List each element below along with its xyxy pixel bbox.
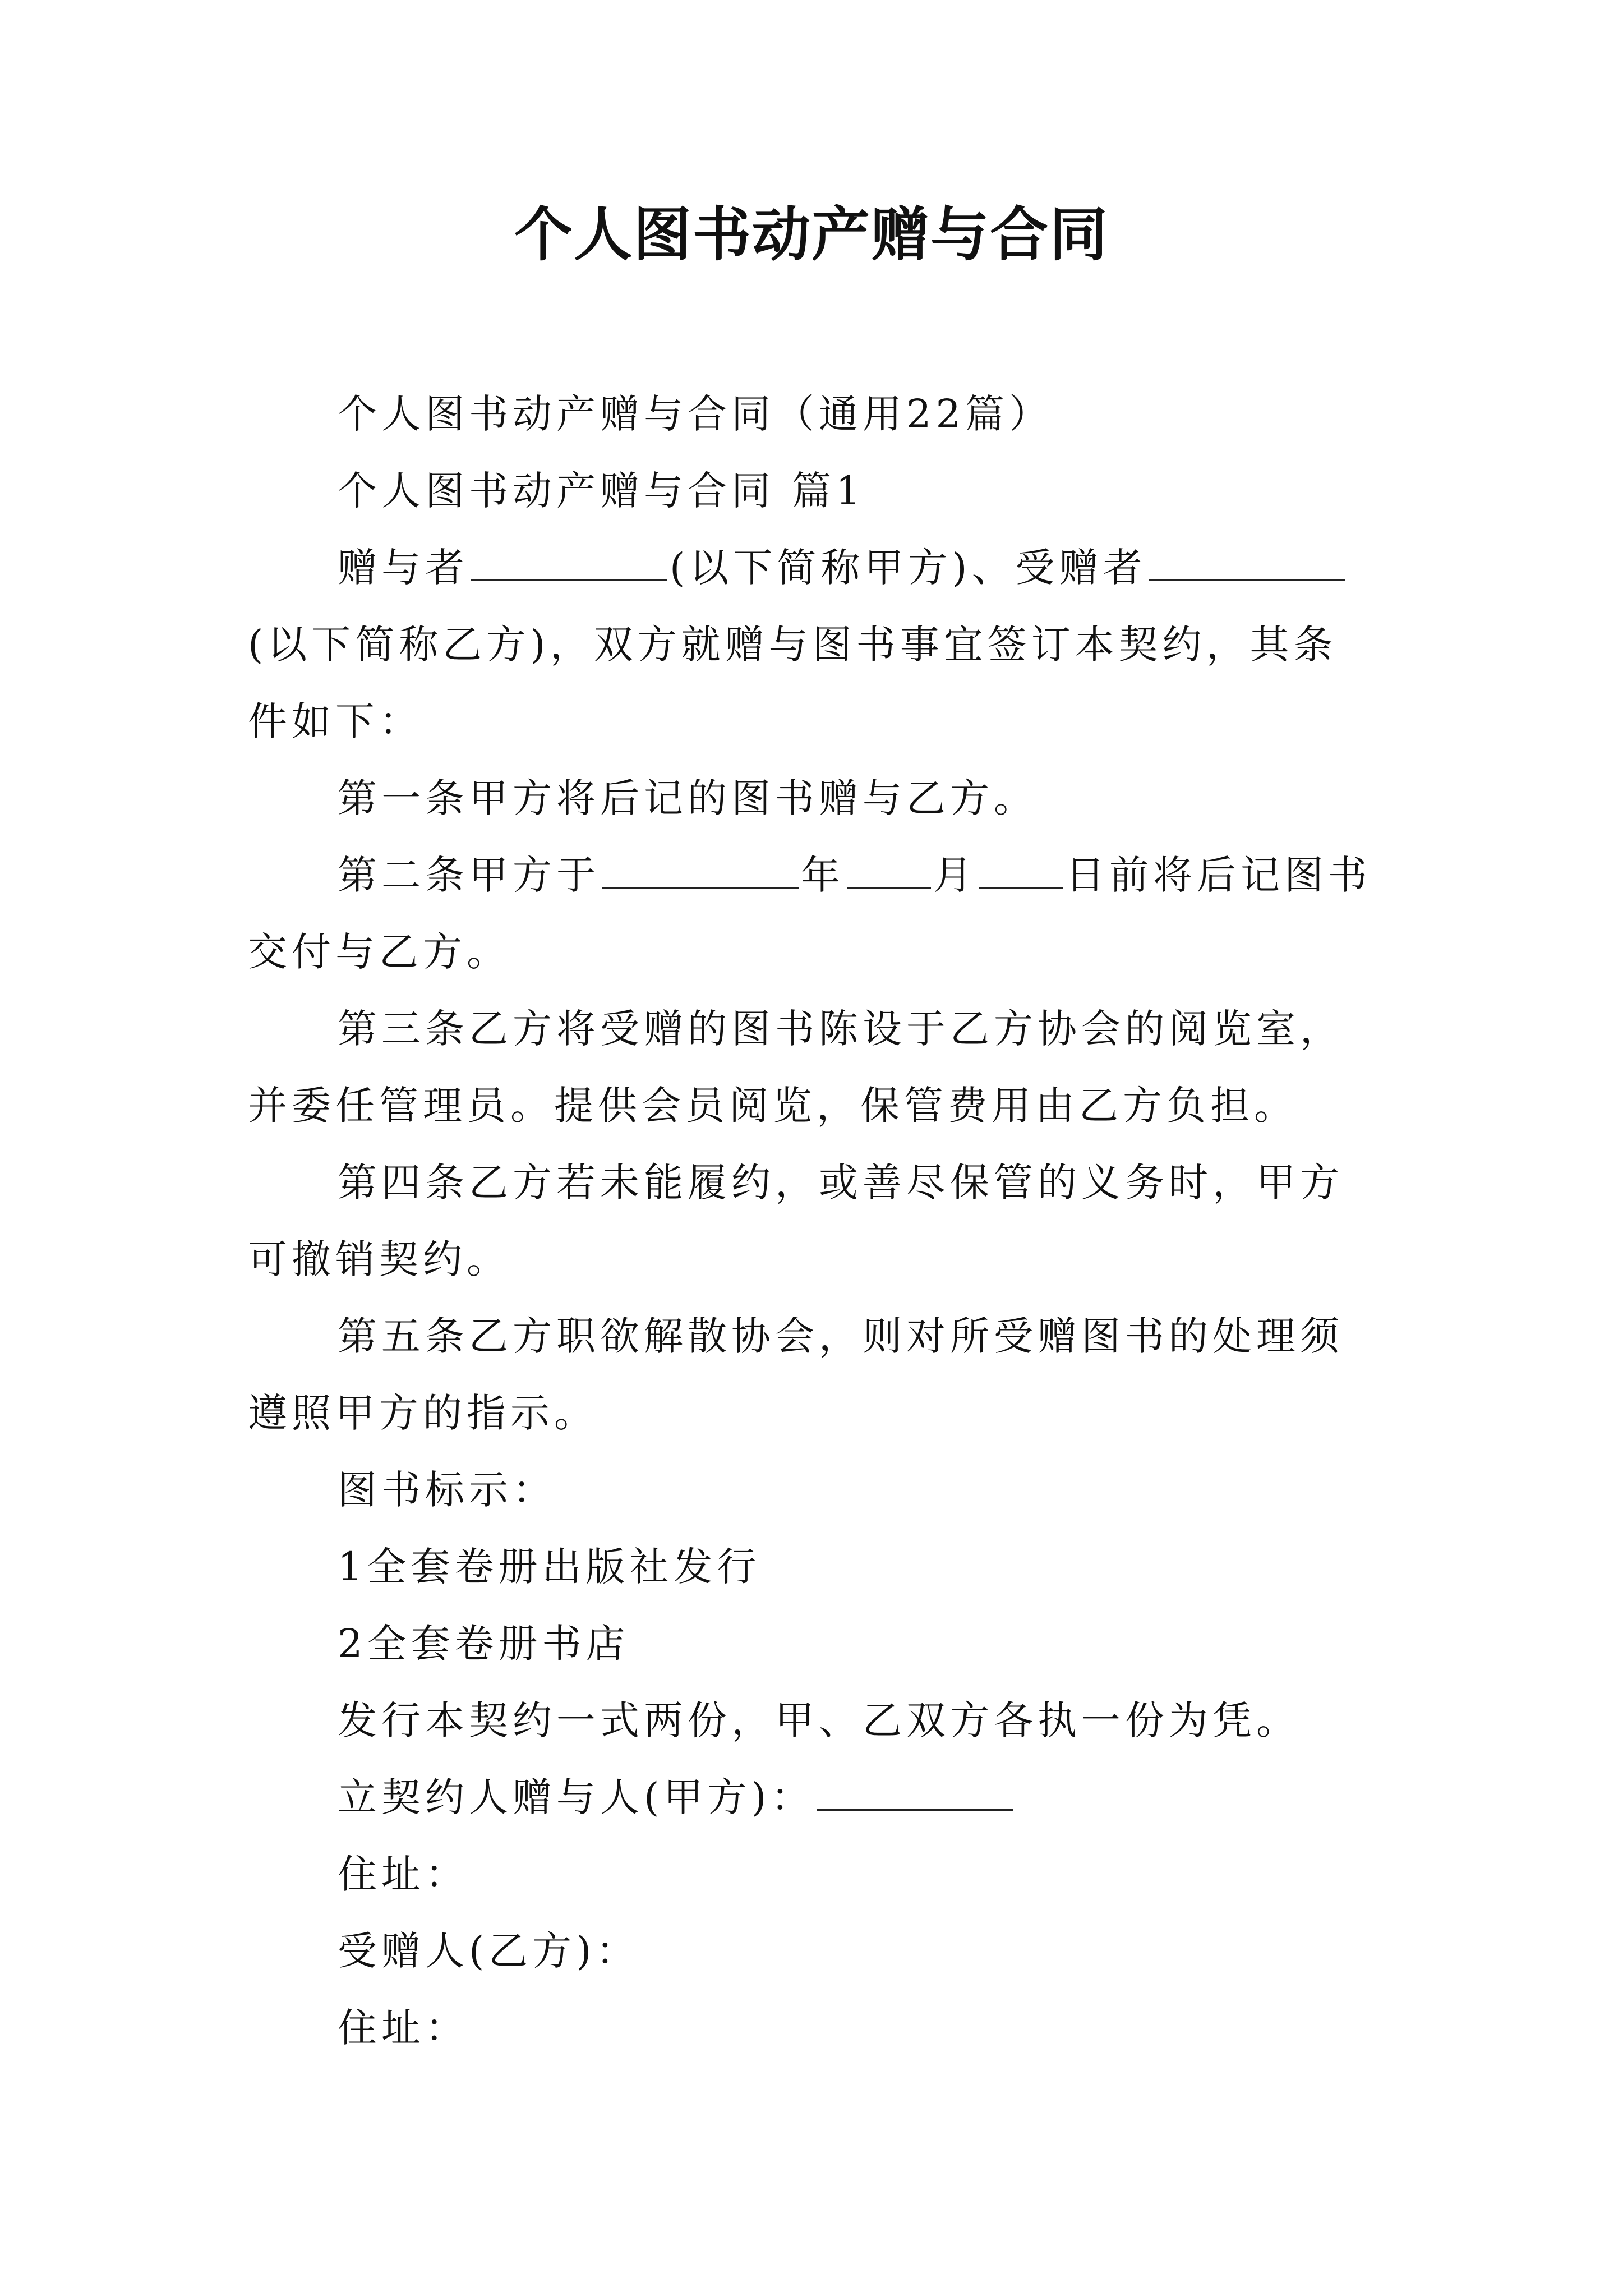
day-blank — [979, 848, 1063, 889]
book-item-1: 1全套卷册出版社发行 — [338, 1544, 761, 1590]
address-1: 住址： — [338, 1851, 469, 1897]
article-1: 第一条甲方将后记的图书赠与乙方。 — [338, 775, 1038, 821]
parties-line-a: 赠与者 — [338, 545, 469, 591]
address-2: 住址： — [338, 2005, 469, 2051]
parties-line-b: (以下简称甲方)、受赠者 — [670, 545, 1147, 591]
article-2-d: 日前将后记图书交付与乙方。 — [248, 852, 1372, 975]
subtitle: 个人图书动产赠与合同（通用22篇） — [338, 391, 1053, 437]
signer-donor-line — [248, 1759, 1375, 1836]
book-label: 图书标示： — [338, 1467, 556, 1513]
article-4: 第四条乙方若未能履约，或善尽保管的义务时，甲方可撤销契约。 — [248, 1159, 1344, 1282]
parties-line-c: (以下简称乙方)，双方就赠与图书事宜签订本契约，其条件如下： — [248, 622, 1338, 744]
document-body — [248, 376, 1375, 2067]
copies-line: 发行本契约一式两份，甲、乙双方各执一份为凭。 — [338, 1697, 1300, 1743]
donor-name-blank — [471, 540, 667, 581]
article-2-c: 月 — [933, 852, 977, 898]
year-blank — [602, 848, 799, 889]
parties-paragraph — [248, 530, 1375, 760]
article-3: 第三条乙方将受赠的图书陈设于乙方协会的阅览室，并委任管理员。提供会员阅览，保管费用由乙方负担。 — [248, 1006, 1344, 1129]
signer-donee: 受赠人(乙方)： — [338, 1928, 640, 1974]
book-item-2: 2全套卷册书店 — [338, 1621, 630, 1667]
section-heading: 个人图书动产赠与合同 篇1 — [338, 468, 865, 514]
signer-donor-blank — [817, 1770, 1013, 1811]
month-blank — [847, 848, 931, 889]
article-2 — [248, 837, 1375, 991]
document-title: 个人图书动产赠与合同 — [514, 200, 1109, 269]
signer-donor-label: 立契约人赠与人(甲方)： — [338, 1774, 815, 1820]
article-2-b: 年 — [801, 852, 845, 898]
article-2-a: 第二条甲方于 — [338, 852, 600, 898]
article-5: 第五条乙方职欲解散协会，则对所受赠图书的处理须遵照甲方的指示。 — [248, 1313, 1344, 1436]
donee-name-blank — [1149, 540, 1345, 581]
